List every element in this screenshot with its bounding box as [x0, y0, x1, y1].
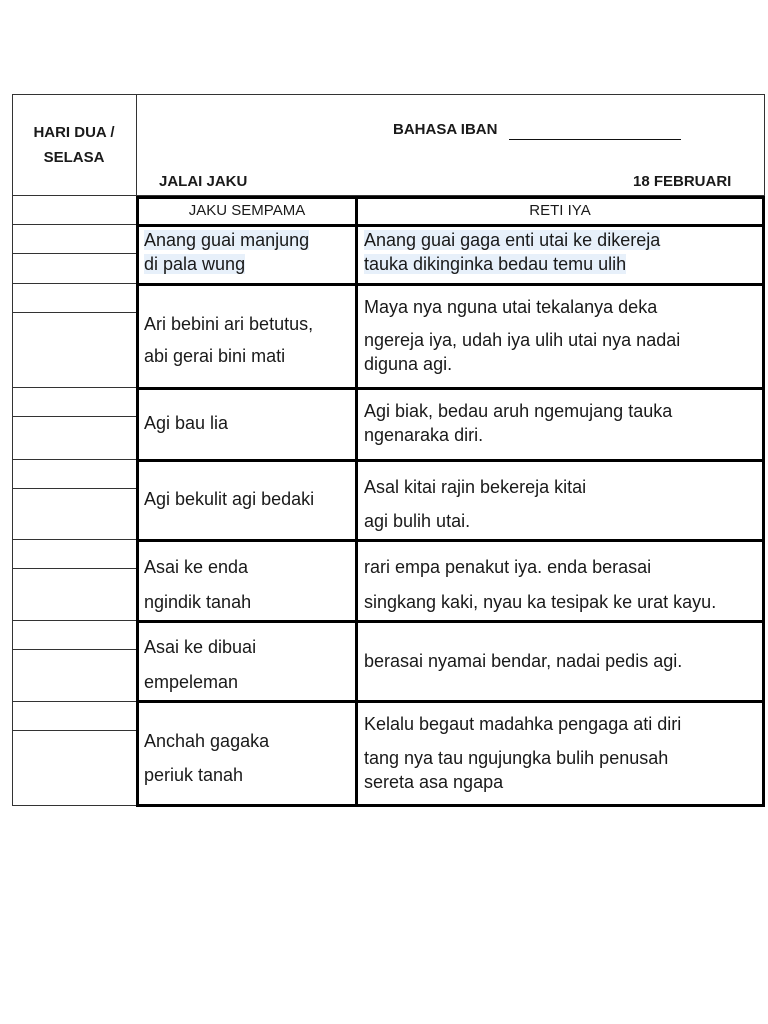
left-grid-line: [12, 649, 136, 650]
jaku-line: Agi bau lia: [144, 413, 229, 433]
left-grid-line: [12, 539, 136, 540]
left-grid-line: [12, 701, 136, 702]
reti-line: ngenaraka diri.: [364, 425, 484, 445]
reti-line: berasai nyamai bendar, nadai pedis agi.: [364, 651, 683, 671]
left-grid-line: [12, 568, 136, 569]
jaku-line: Agi bekulit agi bedaki: [144, 489, 315, 509]
table-middle-border: [355, 196, 358, 807]
reti-cell: [364, 399, 760, 447]
jaku-cell: [144, 550, 354, 620]
reti-line: tauka dikinginka bedau temu ulih: [364, 254, 627, 274]
left-grid-line: [12, 620, 136, 621]
subject-title: BAHASA IBAN: [393, 121, 498, 138]
left-grid-line: [12, 312, 136, 313]
table-bottom-border: [136, 804, 765, 807]
jaku-line: Anang guai manjung: [144, 230, 310, 250]
jaku-line: ngindik tanah: [144, 592, 252, 612]
reti-cell: [364, 470, 760, 538]
reti-line: diguna agi.: [364, 354, 453, 374]
row-border: [136, 700, 765, 703]
row-border: [136, 539, 765, 542]
jaku-cell: [144, 228, 354, 276]
left-grid-line: [12, 387, 136, 388]
column-header-reti: RETI IYA: [529, 202, 591, 219]
reti-line: Kelalu begaut madahka pengaga ati diri: [364, 714, 682, 734]
jaku-line: abi gerai bini mati: [144, 346, 286, 366]
jaku-line: Ari bebini ari betutus,: [144, 314, 314, 334]
jaku-line: periuk tanah: [144, 765, 244, 785]
left-grid-line: [12, 488, 136, 489]
reti-line: Anang guai gaga enti utai ke dikereja: [364, 230, 661, 250]
jaku-line: di pala wung: [144, 254, 246, 274]
left-grid-line: [12, 459, 136, 460]
left-grid-line: [12, 253, 136, 254]
reti-cell: [364, 228, 760, 276]
jaku-cell: [144, 630, 354, 700]
reti-line: singkang kaki, nyau ka tesipak ke urat kayu.: [364, 592, 717, 612]
jaku-cell: [144, 487, 354, 511]
topic-title: JALAI JAKU: [159, 173, 248, 190]
column-header-jaku: JAKU SEMPAMA: [188, 202, 306, 219]
reti-line: ngereja iya, udah iya ulih utai nya nadai: [364, 330, 681, 350]
jaku-line: Asai ke enda: [144, 557, 249, 577]
reti-line: rari empa penakut iya. enda berasai: [364, 557, 652, 577]
reti-line: Asal kitai rajin bekereja kitai: [364, 477, 587, 497]
table-left-border: [136, 196, 139, 807]
reti-cell: [364, 295, 760, 376]
day-label: HARI DUA / SELASA: [33, 124, 115, 166]
reti-cell: [364, 712, 760, 794]
left-grid-line: [12, 224, 136, 225]
reti-line: Maya nya nguna utai tekalanya deka: [364, 297, 658, 317]
row-border: [136, 459, 765, 462]
reti-cell: [364, 550, 762, 620]
jaku-line: Asai ke dibuai: [144, 637, 257, 657]
row-border: [136, 283, 765, 286]
jaku-line: empeleman: [144, 672, 239, 692]
reti-line: sereta asa ngapa: [364, 772, 504, 792]
jaku-cell: [144, 724, 354, 792]
left-grid-line: [12, 416, 136, 417]
jaku-cell: [144, 308, 354, 372]
row-border: [136, 224, 765, 227]
left-grid-line: [12, 730, 136, 731]
reti-line: Agi biak, bedau aruh ngemujang tauka: [364, 401, 673, 421]
reti-line: tang nya tau ngujungka bulih penusah: [364, 748, 669, 768]
reti-line: agi bulih utai.: [364, 511, 471, 531]
jaku-line: Anchah gagaka: [144, 731, 270, 751]
reti-cell: [364, 649, 760, 673]
subject-underline: [509, 139, 681, 140]
left-grid-line: [12, 283, 136, 284]
row-border: [136, 620, 765, 623]
table-right-border: [762, 196, 765, 807]
date-label: 18 FEBRUARI: [633, 173, 732, 190]
table-top-border: [136, 196, 765, 199]
row-border: [136, 387, 765, 390]
jaku-cell: [144, 411, 354, 435]
